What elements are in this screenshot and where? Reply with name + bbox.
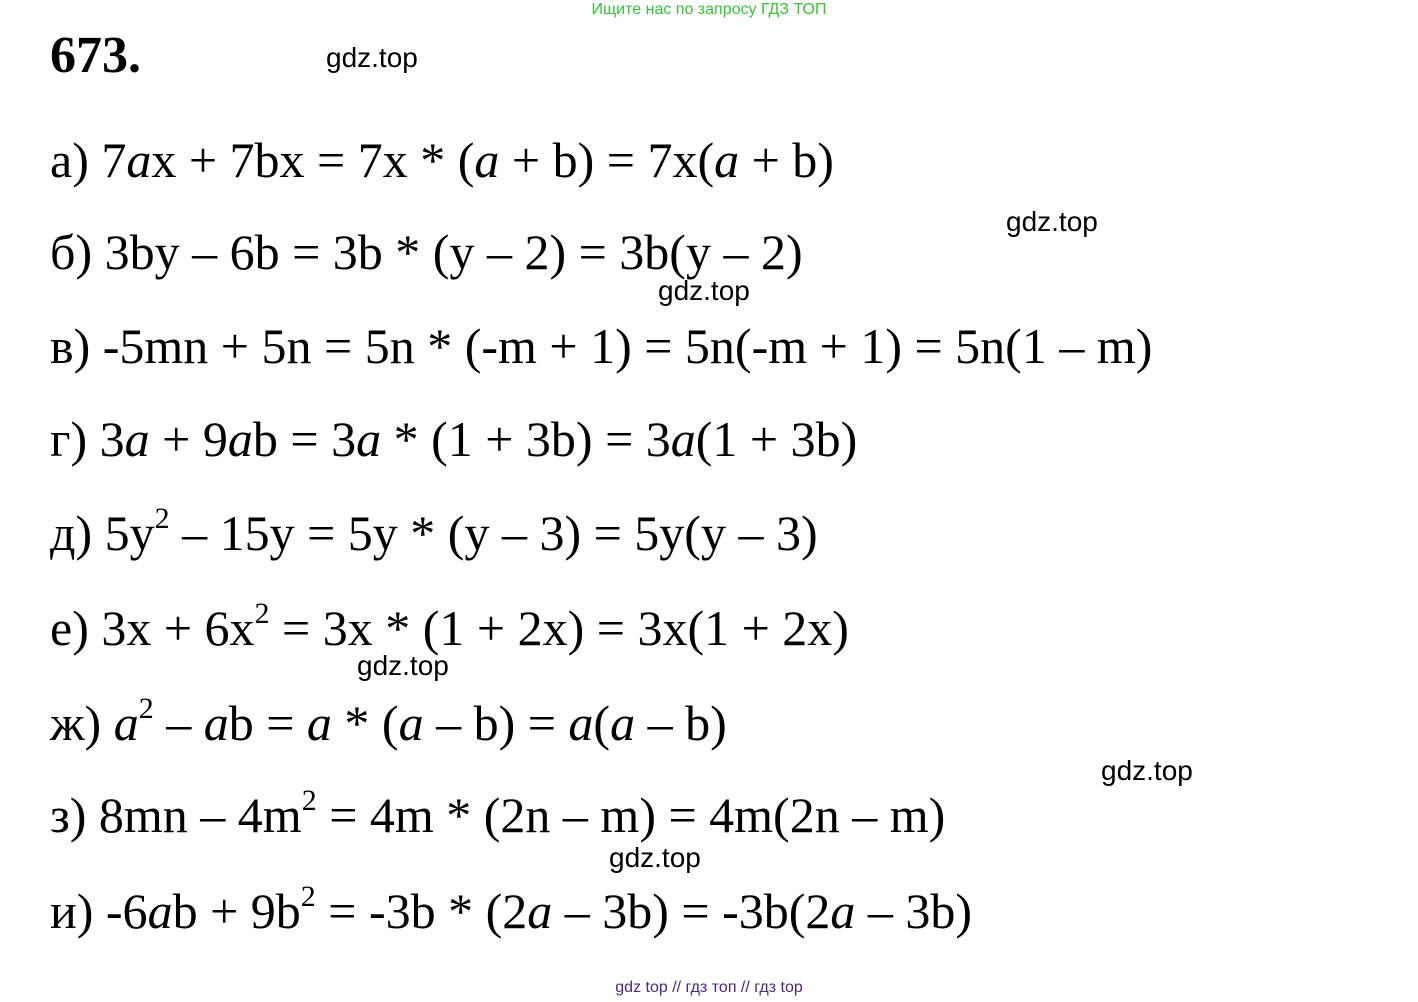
equation-text: + 9 bbox=[149, 411, 228, 467]
watermark: gdz.top bbox=[658, 275, 750, 306]
equation-text: а) 7 bbox=[50, 132, 127, 188]
watermark: gdz.top bbox=[357, 650, 449, 681]
equation-text: + b) = 7x( bbox=[499, 132, 715, 188]
variable: a bbox=[527, 883, 553, 939]
equation-text: + b) bbox=[739, 132, 834, 188]
variable: a bbox=[474, 132, 500, 188]
problem-number: 673. bbox=[50, 27, 141, 84]
equation-text: и) -6 bbox=[50, 883, 148, 939]
watermark: gdz.top bbox=[609, 842, 701, 873]
equation-text: – 3b) bbox=[855, 883, 973, 939]
equation-text: = -3b * (2 bbox=[315, 883, 528, 939]
equation-v bbox=[50, 318, 1153, 374]
equation-text: b = bbox=[228, 695, 307, 751]
equation-text: b = 3 bbox=[252, 411, 357, 467]
exponent: 2 bbox=[301, 784, 317, 817]
variable: a bbox=[306, 695, 332, 751]
equation-a bbox=[50, 132, 834, 188]
equation-text: – b) bbox=[635, 695, 727, 751]
equation-text: b + 9b bbox=[172, 883, 301, 939]
exponent: 2 bbox=[154, 502, 170, 535]
equation-text: е) 3x + 6x bbox=[50, 600, 255, 656]
variable: a bbox=[830, 883, 856, 939]
variable: a bbox=[113, 695, 139, 751]
equation-text: = 4m * (2n – m) = 4m(2n – m) bbox=[316, 787, 946, 843]
exponent: 2 bbox=[300, 880, 316, 913]
equation-g bbox=[50, 411, 858, 467]
exponent: 2 bbox=[138, 692, 154, 725]
equation-text: – 15y = 5y * (y – 3) = 5y(y – 3) bbox=[169, 505, 818, 561]
variable: a bbox=[610, 695, 636, 751]
equation-text: – 3b) = -3b(2 bbox=[552, 883, 831, 939]
variable: a bbox=[670, 411, 696, 467]
equation-text: = 3x * (1 + 2x) = 3x(1 + 2x) bbox=[269, 600, 849, 656]
equation-text: г) 3 bbox=[50, 411, 125, 467]
watermark: gdz.top bbox=[1006, 206, 1098, 237]
variable: a bbox=[398, 695, 424, 751]
equation-i bbox=[50, 880, 973, 939]
equation-text: – bbox=[153, 695, 204, 751]
equation-text: – b) = bbox=[423, 695, 569, 751]
exponent: 2 bbox=[254, 597, 270, 630]
equation-z bbox=[50, 784, 946, 843]
watermark: gdz.top bbox=[326, 42, 418, 73]
equation-text: в) -5mn + 5n = 5n * (-m + 1) = 5n(-m + 1) = 5n(1 – m) bbox=[50, 318, 1153, 374]
equation-text: (1 + 3b) bbox=[695, 411, 858, 467]
equation-zh bbox=[50, 692, 727, 751]
equation-text: з) 8mn – 4m bbox=[50, 787, 302, 843]
top-banner: Ищите нас по запросу ГДЗ ТОП bbox=[591, 1, 827, 18]
equation-text: ж) bbox=[50, 695, 114, 751]
equation-text: * (1 + 3b) = 3 bbox=[381, 411, 671, 467]
equation-text: x + 7bx = 7x * ( bbox=[151, 132, 475, 188]
equation-text: б) 3by – 6b = 3b * (y – 2) = 3b(y – 2) bbox=[50, 224, 803, 280]
variable: a bbox=[227, 411, 253, 467]
equation-d bbox=[50, 502, 818, 561]
variable: a bbox=[203, 695, 229, 751]
equation-text: * ( bbox=[331, 695, 399, 751]
variable: a bbox=[147, 883, 173, 939]
variable: a bbox=[126, 132, 152, 188]
watermark: gdz.top bbox=[1101, 755, 1193, 786]
equation-text: ( bbox=[593, 695, 611, 751]
variable: a bbox=[356, 411, 382, 467]
equation-b bbox=[50, 224, 803, 280]
equation-text: д) 5y bbox=[50, 505, 155, 561]
variable: a bbox=[568, 695, 594, 751]
variable: a bbox=[714, 132, 740, 188]
footer-watermark: gdz top // гдз топ // гдз top bbox=[615, 979, 803, 996]
variable: a bbox=[124, 411, 150, 467]
equation-e bbox=[50, 597, 849, 656]
